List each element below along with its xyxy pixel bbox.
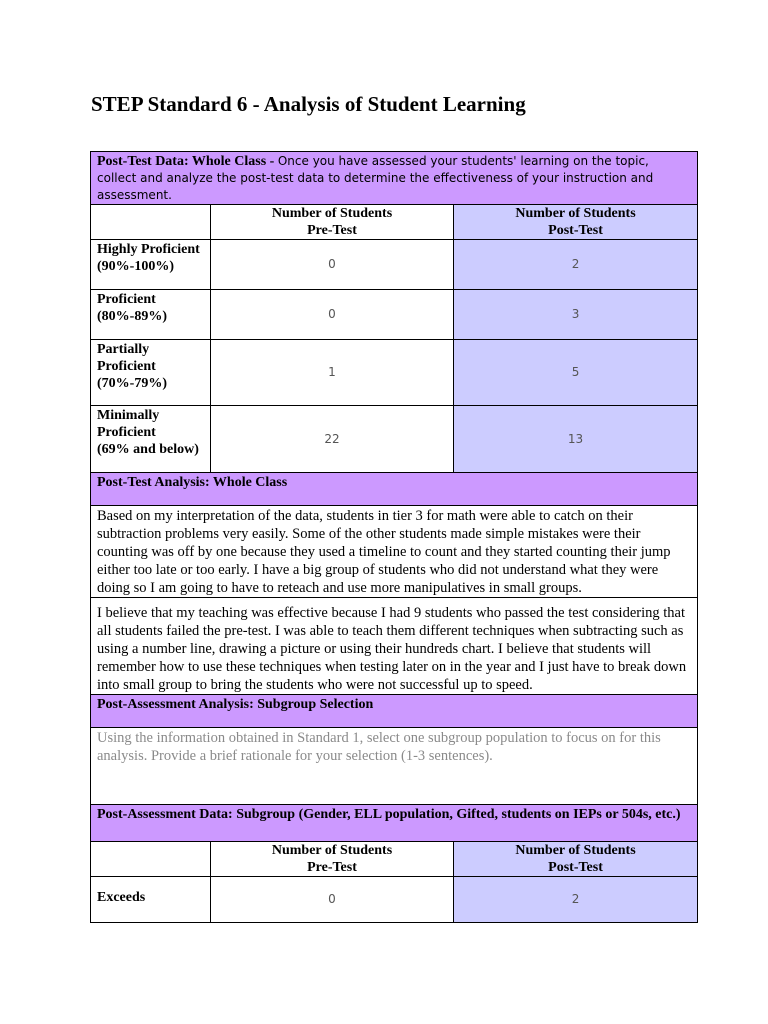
table-row <box>91 406 698 473</box>
post-test-analysis-heading: Post-Test Analysis: Whole Class <box>91 473 698 506</box>
table-row <box>91 290 698 340</box>
pre-test-value: 0 <box>211 290 454 340</box>
empty-header-cell <box>91 205 211 240</box>
post-test-data-heading: Post-Test Data: Whole Class - <box>97 154 278 169</box>
column-header-post-test: Number of Students Post-Test <box>454 842 698 877</box>
row-label: Partially Proficient (70%-79%) <box>91 340 211 406</box>
row-label: Proficient (80%-89%) <box>91 290 211 340</box>
pre-test-value: 0 <box>211 240 454 290</box>
post-test-value: 2 <box>454 240 698 290</box>
column-header-post-test: Number of Students Post-Test <box>454 205 698 240</box>
table-row <box>91 240 698 290</box>
pre-test-value: 1 <box>211 340 454 406</box>
row-label: Exceeds <box>91 877 211 923</box>
page-title: STEP Standard 6 - Analysis of Student Learning <box>91 92 526 116</box>
analysis-paragraph-1: Based on my interpretation of the data, students in tier 3 for math were able to catch on their subtraction problems very easily. Some of the other students made simple mistakes were their counting was off by one because they used a timeline to count and they started counting their jump either too late or too early. I have a big group of students who did not understand what they were doing so I am going to have to reteach and use more manipulatives in small groups. <box>91 506 698 598</box>
subgroup-data-heading: Post-Assessment Data: Subgroup (Gender, ELL population, Gifted, students on IEPs or 504s, etc.) <box>91 805 698 842</box>
post-test-value: 13 <box>454 406 698 473</box>
empty-header-cell <box>91 842 211 877</box>
post-test-data-note: Once you have assessed your students' learning on the topic, collect and analyze the post-test data to determine the effectiveness of your instruction and assessment. <box>97 154 654 202</box>
post-test-value: 3 <box>454 290 698 340</box>
table-row <box>91 340 698 406</box>
column-header-pre-test: Number of Students Pre-Test <box>211 842 454 877</box>
column-header-pre-test: Number of Students Pre-Test <box>211 205 454 240</box>
analysis-table <box>90 151 698 923</box>
row-label: Minimally Proficient (69% and below) <box>91 406 211 473</box>
post-test-value: 2 <box>454 877 698 923</box>
post-test-value: 5 <box>454 340 698 406</box>
subgroup-selection-heading: Post-Assessment Analysis: Subgroup Selection <box>91 695 698 728</box>
analysis-paragraph-2: I believe that my teaching was effective because I had 9 students who passed the test considering that all students failed the pre-test. I was able to teach them different techniques when subtracting such as using a number line, drawing a picture or using their hundreds chart. I believe that students will remember how to use these techniques when testing later on in the year and I just have to break down into small group to bring the students who were not successful up to speed. <box>91 598 698 695</box>
pre-test-value: 0 <box>211 877 454 923</box>
post-test-data-header <box>91 152 698 205</box>
row-label: Highly Proficient (90%-100%) <box>91 240 211 290</box>
table-row <box>91 877 698 923</box>
subgroup-selection-prompt: Using the information obtained in Standard 1, select one subgroup population to focus on for this analysis. Provide a brief rationale for your selection (1-3 sentences). <box>91 728 698 805</box>
pre-test-value: 22 <box>211 406 454 473</box>
